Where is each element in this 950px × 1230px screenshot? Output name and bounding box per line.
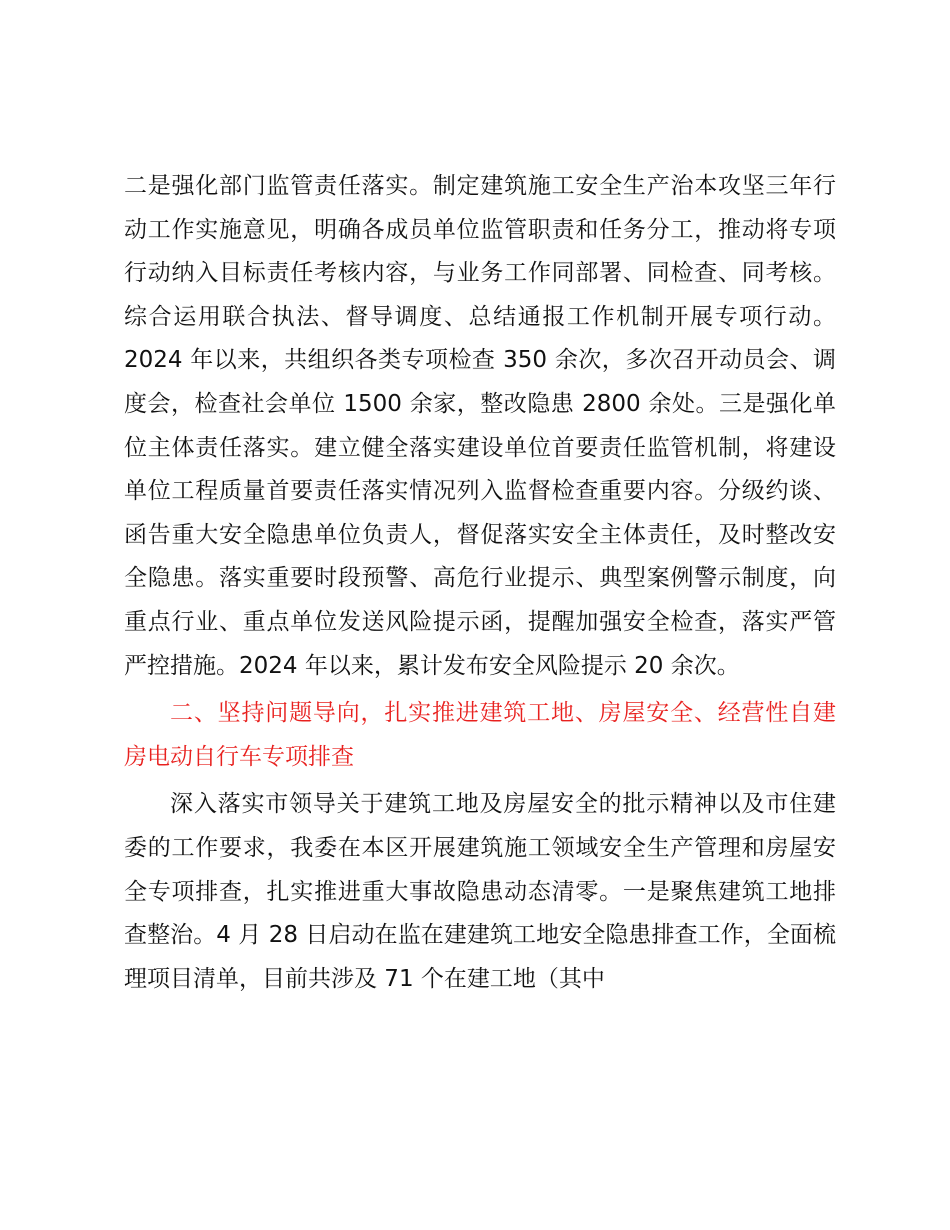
body-paragraph: 二是强化部门监管责任落实。制定建筑施工安全生产治本攻坚三年行动工作实施意见，明确各成员单位监管职责和任务分工，推动将专项行动纳入目标责任考核内容，与业务工作同部署、同检查、同考核。综合运用联合执法、督导调度、总结通报工作机制开展专项行动。2024 年以来，共组织各类专项检查 350 余次，多次召开动员会、调度会，检查社会单位 1500 余家，整改隐患 2800 余处。三是强化单位主体责任落实。建立健全落实建设单位首要责任监管机制，将建设单位工程质量首要责任落实情况列入监督检查重要内容。分级约谈、函告重大安全隐患单位负责人，督促落实安全主体责任，及时整改安全隐患。落实重要时段预警、高危行业提示、典型案例警示制度，向重点行业、重点单位发送风险提示函，提醒加强安全检查，落实严管严控措施。2024 年以来，累计发布安全风险提示 20 余次。 bbox=[124, 173, 836, 679]
document-body bbox=[124, 165, 836, 1001]
body-paragraph: 深入落实市领导关于建筑工地及房屋安全的批示精神以及市住建委的工作要求，我委在本区开展建筑施工领域安全生产管理和房屋安全专项排查，扎实推进重大事故隐患动态清零。一是聚焦建筑工地排查整治。4 月 28 日启动在监在建建筑工地安全隐患排查工作，全面梳理项目清单，目前共涉及 71 个在建工地（其中 bbox=[124, 791, 836, 992]
section-heading: 二、坚持问题导向，扎实推进建筑工地、房屋安全、经营性自建房电动自行车专项排查 bbox=[124, 700, 836, 770]
